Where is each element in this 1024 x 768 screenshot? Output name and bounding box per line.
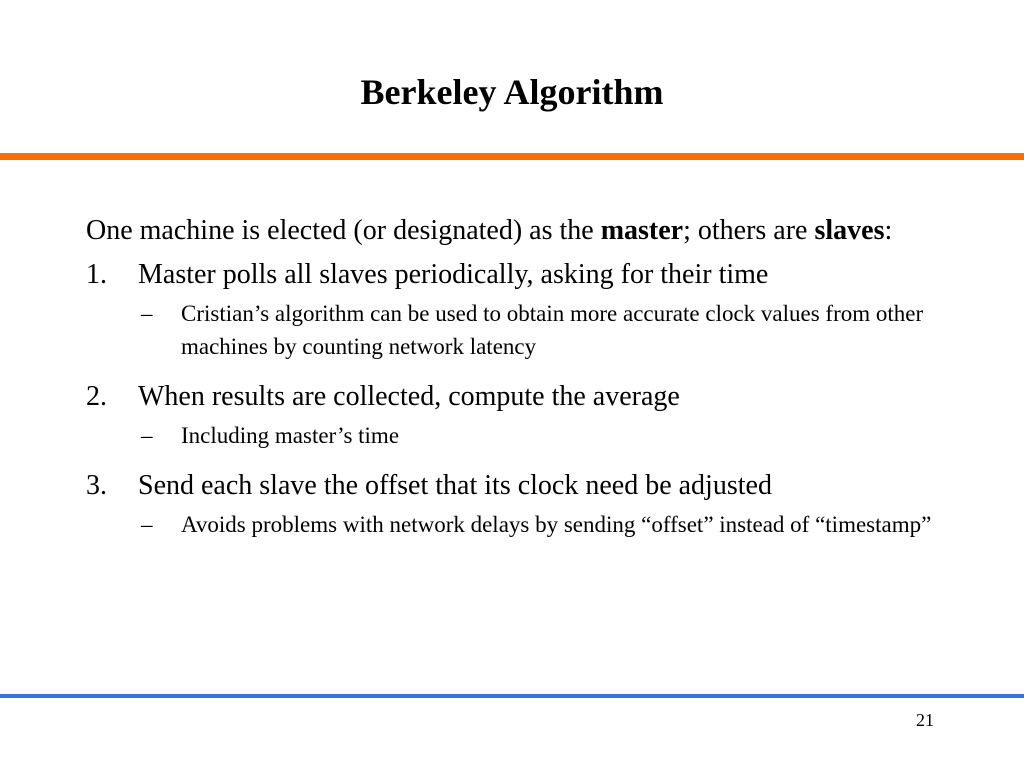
subpoint-text: Including master’s time: [181, 423, 400, 448]
step-subpoint: [86, 297, 956, 363]
intro-master-term: master: [600, 215, 684, 246]
intro-text-3: :: [884, 215, 893, 246]
step-number: 3.: [86, 470, 107, 501]
step-subpoint: [86, 508, 956, 541]
step-number: 2.: [86, 381, 107, 412]
step-text: Master polls all slaves periodically, asking for their time: [138, 259, 769, 290]
subpoint-text: Avoids problems with network delays by sending “offset” instead of “timestamp”: [181, 512, 932, 537]
slide-title: Berkeley Algorithm: [360, 72, 664, 112]
subpoint-dash: –: [141, 423, 153, 448]
subpoint-dash: –: [141, 512, 153, 537]
subpoint-dash: –: [141, 301, 153, 326]
intro-text-1: One machine is elected (or designated) as the: [86, 215, 601, 246]
step-text: Send each slave the offset that its clock need be adjusted: [138, 470, 772, 501]
bottom-divider: [0, 694, 1024, 698]
intro-text-2: ; others are: [683, 215, 815, 246]
top-divider: [0, 153, 1024, 160]
step-item: [86, 257, 956, 293]
step-item: [86, 379, 956, 415]
slide-body: [86, 213, 956, 557]
page-number: 21: [916, 710, 934, 730]
step-number: 1.: [86, 259, 107, 290]
subpoint-text: Cristian’s algorithm can be used to obtain more accurate clock values from other machines by counting network latency: [181, 301, 924, 359]
step-item: [86, 468, 956, 504]
intro-slaves-term: slaves: [814, 215, 885, 246]
intro-paragraph: [86, 213, 956, 249]
step-text: When results are collected, compute the average: [138, 381, 680, 412]
step-subpoint: [86, 419, 956, 452]
